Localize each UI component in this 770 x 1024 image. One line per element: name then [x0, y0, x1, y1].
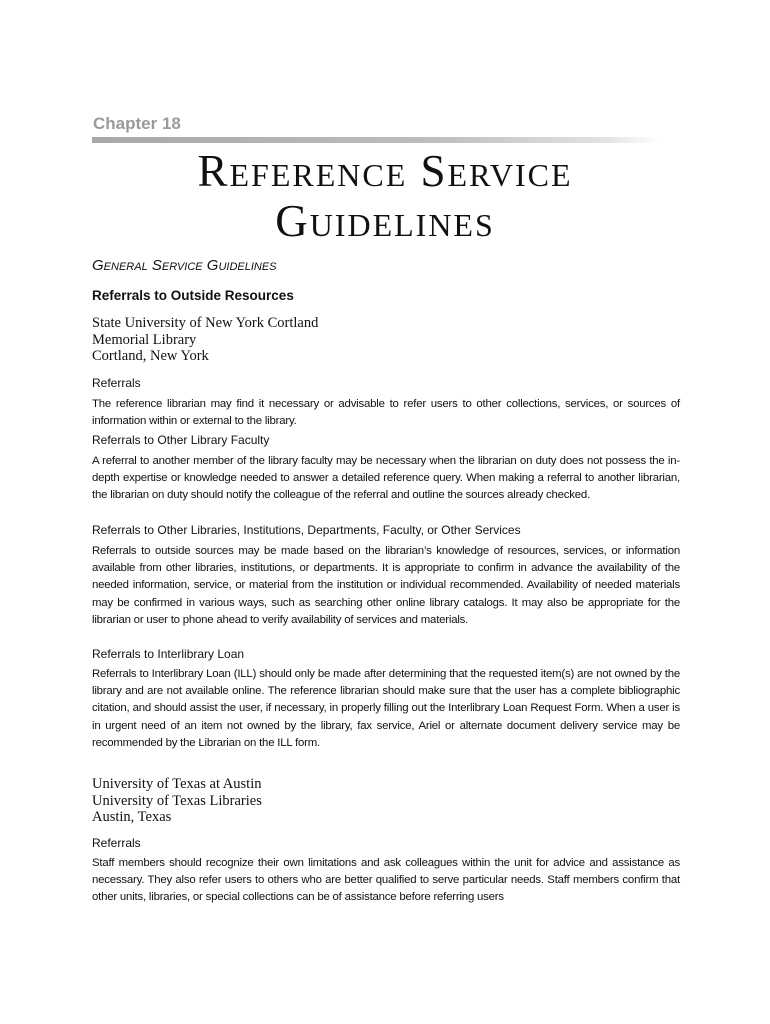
block-text: The reference librarian may find it necessary or advisable to refer users to other collections, services, or sources of information within or external to the library. [92, 398, 680, 428]
block-label: Referrals [92, 376, 141, 390]
institution-name: University of Texas at Austin [92, 776, 262, 792]
block-text: Referrals to Interlibrary Loan (ILL) should only be made after determining that the requested item(s) are not owned by the library and are not available online. The reference librarian should make sure that the user has a complete bibliographic citation, and should assist the user, if necessary, in properly filling out the Interlibrary Loan Request Form. When a user is in urgent need of an item not owned by the library, fax service, Ariel or alternate document delivery service may be recommended by the Librarian on the ILL form. [92, 668, 680, 749]
institution-address-ut [92, 776, 262, 826]
block-label: Referrals to Other Libraries, Institutions, Departments, Faculty, or Other Services [92, 523, 521, 537]
block-text: A referral to another member of the library faculty may be necessary when the librarian on duty does not possess the in-depth expertise or knowledge needed to answer a detailed reference query. When making a referral to another librarian, the librarian on duty should notify the colleague of the referral and outline the sources already checked. [92, 455, 680, 502]
block-label: Referrals [92, 836, 141, 850]
institution-location: Austin, Texas [92, 809, 172, 825]
page-title-line-1: Reference Service [197, 146, 573, 196]
section-heading: General Service Guidelines [92, 257, 277, 274]
institution-library: University of Texas Libraries [92, 792, 262, 809]
institution-address-suny [92, 315, 318, 365]
subsection-heading: Referrals to Outside Resources [92, 288, 294, 303]
block-text: Referrals to outside sources may be made based on the librarian’s knowledge of resources, services, or information available from other libraries, institutions, or departments. It is appropriate to confirm in advance the availability of the needed information, service, or material from the institution or individual recommended. Availability of needed materials may be confirmed in various ways, such as searching other online library catalogs. It may also be appropriate for the librarian or user to phone ahead to verify availability of services and materials. [92, 545, 680, 626]
institution-name: State University of New York Cortland [92, 315, 319, 331]
page-title-line-2: Guidelines [275, 196, 495, 246]
institution-library: Memorial Library [92, 331, 197, 348]
chapter-rule [92, 137, 660, 143]
institution-location: Cortland, New York [92, 348, 209, 364]
chapter-label: Chapter 18 [93, 114, 181, 133]
block-label: Referrals to Interlibrary Loan [92, 647, 245, 661]
block-label: Referrals to Other Library Faculty [92, 433, 270, 447]
block-text: Staff members should recognize their own limitations and ask colleagues within the unit for advice and assistance as necessary. They also refer users to others who are better qualified to serve particular needs. Staff members confirm that other units, libraries, or special collections can be of assistance before referring users [92, 857, 680, 904]
